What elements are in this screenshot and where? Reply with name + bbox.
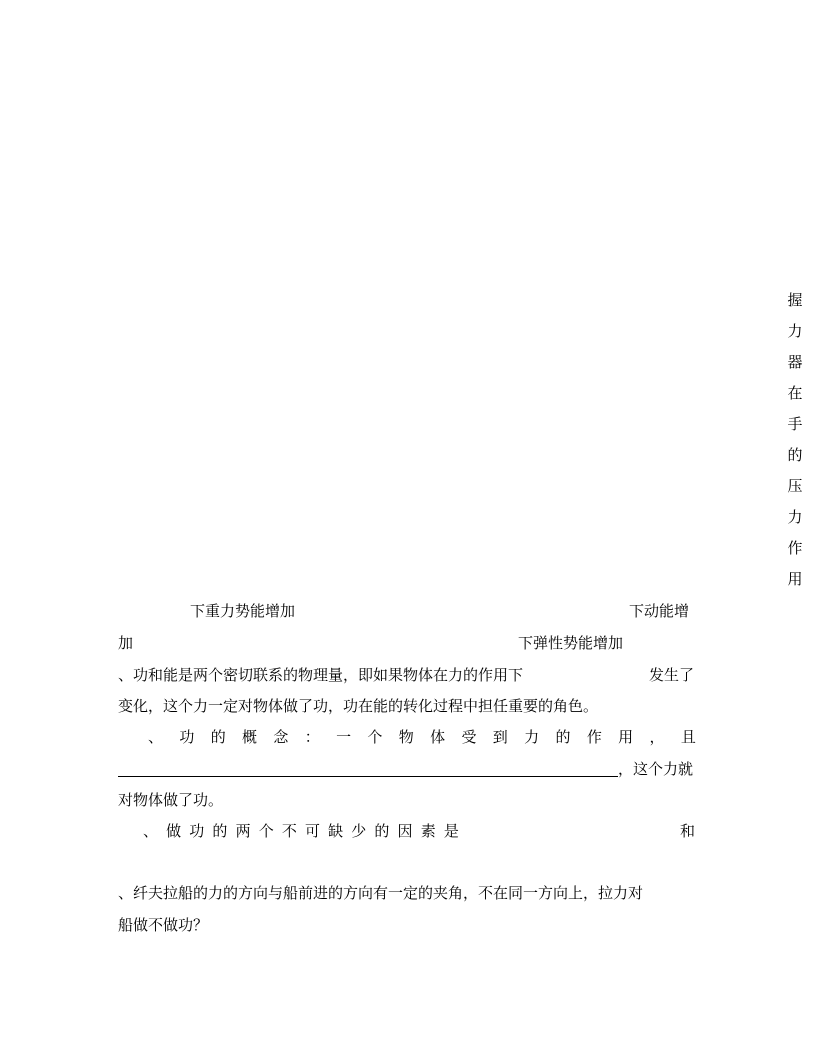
line8-right: 和 <box>680 822 696 840</box>
l8-char: 可 <box>304 822 320 840</box>
line2-left: 加 <box>118 634 134 652</box>
side-char: 力 <box>787 322 803 340</box>
line7: 对物体做了功。 <box>118 791 224 809</box>
side-char: 手 <box>787 415 803 433</box>
l5-char: 一 <box>336 728 352 746</box>
l8-char: 、 <box>143 822 159 840</box>
l8-char: 个 <box>258 822 274 840</box>
side-char: 作 <box>787 539 803 557</box>
l5-char: 作 <box>586 728 602 746</box>
l5-char: 体 <box>430 728 446 746</box>
line3-main: 、功和能是两个密切联系的物理量，即如果物体在力的作用下 <box>118 666 524 684</box>
l5-char: ： <box>304 728 320 746</box>
l5-char: ， <box>649 728 665 746</box>
l5-char: 功 <box>179 728 195 746</box>
fill-in-blank <box>118 776 618 777</box>
line10: 船做不做功？ <box>118 916 209 934</box>
l5-char: 个 <box>367 728 383 746</box>
line1-right: 下动能增 <box>629 602 690 620</box>
l5-char: 且 <box>680 728 696 746</box>
line9: 、纤夫拉船的力的方向与船前进的方向有一定的夹角，不在同一方向上，拉力对 <box>118 884 644 902</box>
l8-char: 不 <box>281 822 297 840</box>
l8-char: 因 <box>397 822 413 840</box>
l8-char: 做 <box>166 822 182 840</box>
side-vertical-text <box>786 290 804 600</box>
l8-char: 两 <box>235 822 251 840</box>
line2-right: 下弹性势能增加 <box>518 634 624 652</box>
line3-right: 发生了 <box>649 666 695 684</box>
l5-char: 的 <box>555 728 571 746</box>
line6-after-blank: ，这个力就 <box>618 760 694 778</box>
l5-char: 物 <box>398 728 414 746</box>
line8-spaced <box>143 822 459 840</box>
l8-char: 是 <box>443 822 459 840</box>
side-char: 力 <box>787 508 803 526</box>
l5-char: 用 <box>618 728 634 746</box>
side-char: 的 <box>787 446 803 464</box>
l5-char: 念 <box>273 728 289 746</box>
l5-char: 到 <box>492 728 508 746</box>
l5-char: 受 <box>461 728 477 746</box>
line5-spaced <box>148 728 696 746</box>
side-char: 在 <box>787 384 803 402</box>
l8-char: 的 <box>374 822 390 840</box>
l8-char: 功 <box>189 822 205 840</box>
l5-char: 力 <box>524 728 540 746</box>
side-char: 器 <box>787 353 803 371</box>
l5-char: 的 <box>210 728 226 746</box>
l8-char: 缺 <box>328 822 344 840</box>
l8-char: 少 <box>351 822 367 840</box>
l5-char: 概 <box>242 728 258 746</box>
line1-left: 下重力势能增加 <box>190 602 296 620</box>
side-char: 用 <box>787 570 803 588</box>
l8-char: 的 <box>212 822 228 840</box>
l5-char: 、 <box>148 728 164 746</box>
side-char: 握 <box>787 291 803 309</box>
line4: 变化，这个力一定对物体做了功，功在能的转化过程中担任重要的角色。 <box>118 697 599 715</box>
side-char: 压 <box>787 477 803 495</box>
l8-char: 素 <box>420 822 436 840</box>
